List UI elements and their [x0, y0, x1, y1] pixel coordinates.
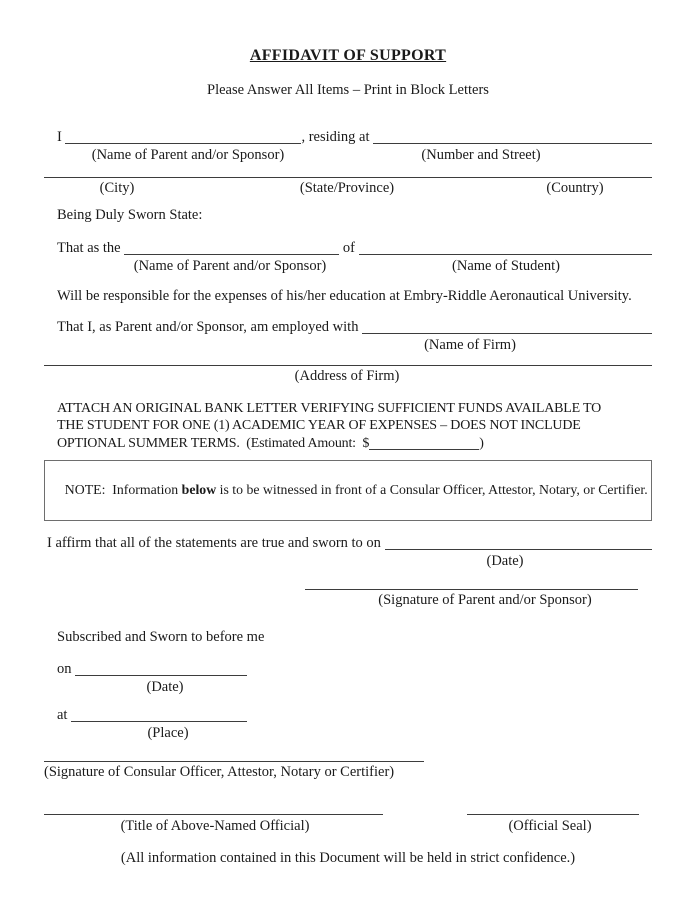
affirmation-date-labels	[44, 552, 652, 570]
student-name-field[interactable]	[359, 242, 652, 255]
official-seal-label: (Official Seal)	[508, 818, 592, 834]
bank-letter-line1: ATTACH AN ORIGINAL BANK LETTER VERIFYING SUFFICIENT FUNDS AVAILABLE TO	[57, 401, 602, 416]
that-as-the-text: That as the	[57, 240, 125, 256]
sponsor-name-label: (Name of Parent and/or Sponsor)	[91, 147, 285, 163]
witness-place-labels	[44, 724, 652, 742]
affirmation-date-field[interactable]	[385, 537, 652, 550]
city-state-country-field[interactable]	[44, 177, 652, 178]
number-street-label: (Number and Street)	[421, 147, 541, 163]
witness-date-line	[57, 660, 652, 678]
city-state-country-labels	[44, 179, 652, 197]
witness-date-field[interactable]	[75, 663, 247, 676]
country-label: (Country)	[546, 180, 604, 196]
page-title	[44, 46, 652, 66]
affirmation-date-label: (Date)	[486, 553, 524, 569]
affirmation-line	[47, 534, 652, 552]
official-signature-labels	[44, 763, 652, 781]
official-title-field[interactable]	[44, 814, 383, 815]
city-label: (City)	[99, 180, 135, 196]
student-name-label: (Name of Student)	[452, 258, 560, 274]
witness-place-line	[57, 706, 652, 724]
note-suffix-text: is to be witnessed in front of a Consular Officer, Attestor, Notary, or Certifier.	[216, 482, 648, 497]
witness-place-field[interactable]	[71, 709, 247, 722]
relationship-sponsor-label: (Name of Parent and/or Sponsor)	[133, 258, 327, 274]
subtitle: Please Answer All Items – Print in Block Letters	[207, 82, 489, 98]
relationship-labels	[44, 257, 652, 275]
sponsor-residence-line	[57, 128, 652, 146]
parent-signature-field[interactable]	[305, 589, 638, 590]
note-prefix-text: NOTE: Information	[64, 482, 182, 497]
official-signature-label: (Signature of Consular Officer, Attestor, Notary or Certifier)	[44, 764, 395, 780]
firm-name-labels	[44, 336, 652, 354]
subscribed-heading: Subscribed and Sworn to before me	[57, 629, 265, 645]
note-bold-word: below	[181, 482, 217, 497]
bank-letter-line2: THE STUDENT FOR ONE (1) ACADEMIC YEAR OF EXPENSES – DOES NOT INCLUDE	[57, 418, 581, 433]
relationship-sponsor-field[interactable]	[124, 242, 339, 255]
title-seal-labels	[44, 817, 652, 835]
residing-at-text: , residing at	[301, 129, 374, 145]
witness-place-label: (Place)	[147, 725, 189, 741]
of-text: of	[339, 240, 359, 256]
state-province-label: (State/Province)	[299, 180, 395, 196]
employed-with-text: That I, as Parent and/or Sponsor, am employed with	[57, 319, 363, 335]
affirmation-text: I affirm that all of the statements are true and sworn to on	[47, 535, 385, 551]
at-text: at	[57, 707, 72, 723]
sworn-heading: Being Duly Sworn State:	[57, 207, 203, 223]
close-paren-text: )	[479, 436, 484, 451]
official-signature-field[interactable]	[44, 761, 424, 762]
parent-signature-labels	[44, 591, 652, 609]
sponsor-name-field[interactable]	[65, 131, 301, 144]
page-title-text: AFFIDAVIT OF SUPPORT	[249, 47, 447, 64]
sponsor-residence-labels	[44, 146, 652, 164]
witness-date-label: (Date)	[146, 679, 184, 695]
firm-address-labels	[44, 367, 652, 385]
employment-line	[57, 318, 652, 336]
bank-letter-line3	[57, 434, 652, 452]
bank-letter-instruction	[57, 400, 652, 452]
identity-prefix-text: I	[57, 129, 66, 145]
estimated-amount-text: OPTIONAL SUMMER TERMS. (Estimated Amount: $	[57, 436, 370, 451]
estimated-amount-field[interactable]	[369, 437, 479, 450]
number-street-field[interactable]	[373, 131, 652, 144]
official-seal-field[interactable]	[467, 814, 639, 815]
witness-note-box	[44, 460, 652, 521]
relationship-line	[57, 239, 652, 257]
title-seal-fields	[44, 814, 652, 816]
parent-signature-label: (Signature of Parent and/or Sponsor)	[378, 592, 592, 608]
firm-name-label: (Name of Firm)	[424, 337, 516, 353]
on-text: on	[57, 661, 76, 677]
confidence-note: (All information contained in this Document will be held in strict confidence.)	[120, 850, 576, 866]
firm-name-field[interactable]	[362, 321, 652, 334]
firm-address-field[interactable]	[44, 365, 652, 366]
official-title-label: (Title of Above-Named Official)	[120, 818, 310, 834]
witness-date-labels	[44, 678, 652, 696]
responsibility-statement: Will be responsible for the expenses of his/her education at Embry-Riddle Aeronautical University.	[57, 288, 632, 304]
firm-address-label: (Address of Firm)	[294, 368, 400, 384]
